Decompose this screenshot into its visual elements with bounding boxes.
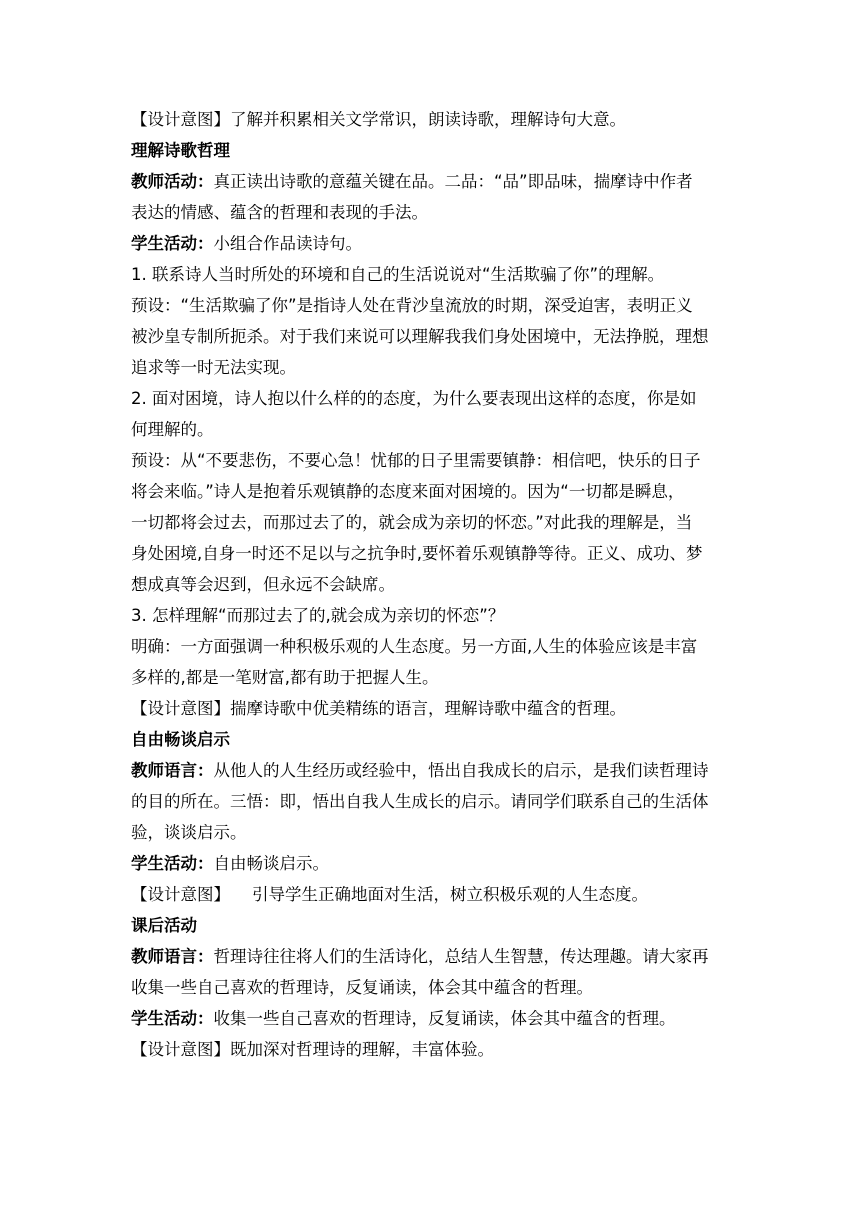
text-line: 收集一些自己喜欢的哲理诗，反复诵读，体会其中蕴含的哲理。 [131,978,593,997]
design-intent-1 [131,104,731,135]
section-heading-after-class: 课后活动 [131,916,197,935]
section-heading-understand-philosophy: 理解诗歌哲理 [131,141,230,160]
question-3 [131,600,731,631]
text-content: 真正读出诗歌的意蕴关键在品。二品：“品”即品味，揣摩诗中作者 [213,172,693,191]
label-student-activity: 学生活动： [131,234,214,253]
clarification [131,631,731,693]
text-line [131,166,731,197]
label-student-activity: 学生活动： [131,854,214,873]
text-line [131,941,731,972]
text-line: 的目的所在。三悟：即，悟出自我人生成长的启示。请同学们联系自己的生活体 [131,792,709,811]
label-teacher-activity: 教师活动： [131,172,214,191]
text-line [131,848,731,879]
design-intent-3 [131,879,731,910]
student-activity [131,228,731,259]
teacher-activity [131,166,731,228]
text-line: 【设计意图】既加深对哲理诗的理解，丰富体验。 [131,1040,494,1059]
text-line: 身处困境,自身一时还不足以与之抗争时,要怀着乐观镇静等待。正义、成功、梦 [131,544,703,563]
text-content: 自由畅谈启示。 [213,854,329,873]
text-line: 表达的情感、蕴含的哲理和表现的手法。 [131,203,428,222]
document-page [131,104,731,1065]
label-teacher-language: 教师语言： [131,947,214,966]
text-line: 被沙皇专制所扼杀。对于我们来说可以理解我我们身处困境中，无法挣脱，理想 [131,327,709,346]
design-intent-4 [131,1034,731,1065]
text-content: 小组合作品读诗句。 [213,234,362,253]
intent-prefix: 【设计意图】 [131,885,230,904]
text-line: 验，谈谈启示。 [131,823,247,842]
label-teacher-language: 教师语言： [131,761,214,780]
text-content: 从他人的人生经历或经验中，悟出自我成长的启示，是我们读哲理诗 [213,761,709,780]
text-line [131,1003,731,1034]
text-line: 预设：从“不要悲伤，不要心急！忧郁的日子里需要镇静：相信吧，快乐的日子 [131,451,701,470]
student-activity-2 [131,848,731,879]
section-heading-free-discussion: 自由畅谈启示 [131,730,230,749]
preset-answer-1 [131,290,731,383]
label-student-activity: 学生活动： [131,1009,214,1028]
text-line: 多样的,都是一笔财富,都有助于把握人生。 [131,668,439,687]
text-line: 追求等一时无法实现。 [131,358,296,377]
text-content: 收集一些自己喜欢的哲理诗，反复诵读，体会其中蕴含的哲理。 [213,1009,676,1028]
question-2 [131,383,731,445]
text-line: 2. 面对困境，诗人抱以什么样的的态度，为什么要表现出这样的态度，你是如 [131,389,697,408]
design-intent-2 [131,693,731,724]
text-line: 明确：一方面强调一种积极乐观的人生态度。另一方面,人生的体验应该是丰富 [131,637,698,656]
text-line [131,879,731,910]
question-1 [131,259,731,290]
text-line: 【设计意图】了解并积累相关文学常识，朗读诗歌，理解诗句大意。 [131,110,626,129]
text-line: 【设计意图】揣摩诗歌中优美精练的语言，理解诗歌中蕴含的哲理。 [131,699,626,718]
text-content: 引导学生正确地面对生活，树立积极乐观的人生态度。 [252,885,648,904]
text-line: 一切都将会过去，而那过去了的，就会成为亲切的怀恋。”对此我的理解是，当 [131,513,693,532]
teacher-language-1 [131,755,731,848]
text-line: 何理解的。 [131,420,214,439]
text-line: 预设：“生活欺骗了你”是指诗人处在背沙皇流放的时期，深受迫害，表明正义 [131,296,693,315]
teacher-language-2 [131,941,731,1003]
text-content: 哲理诗往往将人们的生活诗化，总结人生智慧，传达理趣。请大家再 [213,947,709,966]
text-line [131,228,731,259]
preset-answer-2 [131,445,731,600]
text-line: 3. 怎样理解“而那过去了的,就会成为亲切的怀恋”？ [131,606,505,625]
text-line: 想成真等会迟到，但永远不会缺席。 [131,575,395,594]
student-activity-3 [131,1003,731,1034]
text-line: 将会来临。”诗人是抱着乐观镇静的态度来面对困境的。因为“一切都是瞬息， [131,482,685,501]
text-line [131,755,731,786]
text-line: 1. 联系诗人当时所处的环境和自己的生活说说对“生活欺骗了你”的理解。 [131,265,665,284]
